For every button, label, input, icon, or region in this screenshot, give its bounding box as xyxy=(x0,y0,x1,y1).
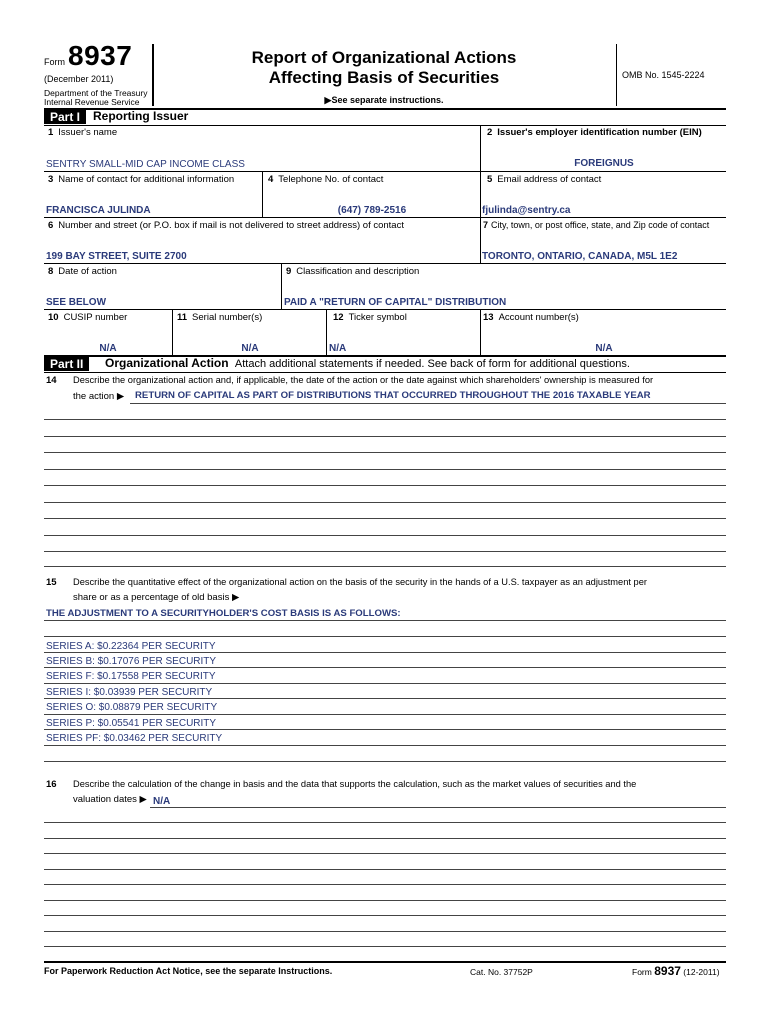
field-3-label xyxy=(48,174,234,185)
field-2-value[interactable]: FOREIGNUS xyxy=(574,158,634,169)
divider-r5a xyxy=(172,309,173,355)
field-4-value[interactable]: (647) 789-2516 xyxy=(337,205,407,216)
q15-num: 15 xyxy=(46,577,57,588)
field-9-value[interactable]: PAID A "RETURN OF CAPITAL" DISTRIBUTION xyxy=(284,297,507,308)
catalog-number: Cat. No. 37752P xyxy=(470,967,533,977)
header-divider-right xyxy=(616,44,617,106)
q15-series-a[interactable]: SERIES A: $0.22364 PER SECURITY xyxy=(46,641,216,652)
field-7-num: 7 xyxy=(483,220,489,230)
field-9-num: 9 xyxy=(286,266,292,277)
field-1-value[interactable]: SENTRY SMALL-MID CAP INCOME CLASS xyxy=(46,159,245,170)
field-7-value[interactable]: TORONTO, ONTARIO, CANADA, M5L 1E2 xyxy=(482,251,678,262)
q15-rule-9 xyxy=(44,761,726,762)
field-6-text: Number and street (or P.O. box if mail is not delivered to street address) of contact xyxy=(58,220,404,231)
field-4-text: Telephone No. of contact xyxy=(278,174,384,185)
field-3-num: 3 xyxy=(48,174,54,185)
field-3-text: Name of contact for additional information xyxy=(58,174,235,185)
q16-num: 16 xyxy=(46,779,57,790)
q14-rule-0 xyxy=(130,403,726,404)
field-2-text: Issuer's employer identification number (EIN) xyxy=(497,127,702,138)
q15-rule-1 xyxy=(44,636,726,637)
q15-rule-5 xyxy=(44,698,726,699)
divider-r5c xyxy=(480,309,481,355)
field-10-text: CUSIP number xyxy=(63,312,128,323)
q15-series-i[interactable]: SERIES I: $0.03939 PER SECURITY xyxy=(46,687,213,698)
divider-r5b xyxy=(326,309,327,355)
q14-rule-8 xyxy=(44,535,726,536)
part2-subtitle: Attach additional statements if needed. See back of form for additional questions. xyxy=(234,358,630,370)
field-6-value[interactable]: 199 BAY STREET, SUITE 2700 xyxy=(46,251,187,262)
q15-rule-2 xyxy=(44,652,726,653)
field-8-value[interactable]: SEE BELOW xyxy=(46,297,107,308)
part2-title-rule xyxy=(44,372,726,373)
field-4-label xyxy=(268,174,383,185)
field-12-num: 12 xyxy=(333,312,344,323)
q14-line-1: Describe the organizational action and, if applicable, the date of the action or the date against which shareholders' ownership is measured for xyxy=(73,375,654,385)
q16-answer[interactable]: N/A xyxy=(153,796,171,807)
field-1-text: Issuer's name xyxy=(58,127,118,138)
q15-line-2: share or as a percentage of old basis ▶ xyxy=(73,592,240,603)
field-5-text: Email address of contact xyxy=(497,174,602,185)
see-instructions xyxy=(152,95,616,106)
field-13-text: Account number(s) xyxy=(498,312,579,323)
part1-tag: Part I xyxy=(44,110,86,124)
field-1-num: 1 xyxy=(48,127,54,138)
field-13-num: 13 xyxy=(483,312,494,323)
field-1-label xyxy=(48,127,117,138)
field-6-label xyxy=(48,220,404,231)
q14-rule-9 xyxy=(44,551,726,552)
footer-form-word: Form xyxy=(632,967,652,977)
field-10-label xyxy=(48,312,127,323)
q15-rule-6 xyxy=(44,714,726,715)
q15-series-pf[interactable]: SERIES PF: $0.03462 PER SECURITY xyxy=(46,733,223,744)
q15-series-b[interactable]: SERIES B: $0.17076 PER SECURITY xyxy=(46,656,217,667)
q14-line-2: the action ▶ xyxy=(73,391,125,402)
field-9-label xyxy=(286,266,419,277)
footer-form-number: 8937 xyxy=(654,964,681,978)
q16-rule-7 xyxy=(44,915,726,916)
form-word: Form xyxy=(44,57,65,67)
q15-rule-4 xyxy=(44,683,726,684)
field-11-value[interactable]: N/A xyxy=(241,343,259,354)
form-title-line-2: Affecting Basis of Securities xyxy=(268,68,500,87)
q15-heading[interactable]: THE ADJUSTMENT TO A SECURITYHOLDER'S COST BASIS IS AS FOLLOWS: xyxy=(46,608,401,619)
field-9-text: Classification and description xyxy=(296,266,420,277)
field-13-label xyxy=(483,312,579,323)
q16-rule-9 xyxy=(44,946,726,947)
field-5-num: 5 xyxy=(487,174,493,185)
divider-r4 xyxy=(281,263,282,309)
field-12-label xyxy=(333,312,407,323)
form-number: 8937 xyxy=(68,40,133,71)
q15-rule-0 xyxy=(44,620,726,621)
field-5-value[interactable]: fjulinda@sentry.ca xyxy=(482,205,571,216)
q14-rule-10 xyxy=(44,566,726,567)
part1-title-rule xyxy=(44,125,726,126)
form-title-line-1: Report of Organizational Actions xyxy=(251,48,517,67)
q15-series-o[interactable]: SERIES O: $0.08879 PER SECURITY xyxy=(46,702,218,713)
field-12-value[interactable]: N/A xyxy=(329,343,347,354)
field-11-label xyxy=(177,312,262,323)
field-10-value[interactable]: N/A xyxy=(99,343,117,354)
q14-rule-4 xyxy=(44,469,726,470)
see-instructions-text: See separate instructions. xyxy=(331,95,444,105)
part2-title xyxy=(105,356,630,370)
divider-r2a xyxy=(262,171,263,217)
field-10-num: 10 xyxy=(48,312,59,323)
dept-line-1: Department of the Treasury xyxy=(44,88,148,98)
q14-rule-7 xyxy=(44,518,726,519)
divider-r2b xyxy=(480,171,481,217)
part2-tag: Part II xyxy=(44,357,89,371)
field-8-text: Date of action xyxy=(58,266,117,277)
q15-rule-8 xyxy=(44,745,726,746)
field-2-num: 2 xyxy=(487,127,493,138)
field-3-value[interactable]: FRANCISCA JULINDA xyxy=(46,205,151,216)
part2-title-text: Organizational Action xyxy=(105,356,229,370)
part1-title: Reporting Issuer xyxy=(93,109,189,123)
q14-answer[interactable]: RETURN OF CAPITAL AS PART OF DISTRIBUTIONS THAT OCCURRED THROUGHOUT THE 2016 TAXABLE YEAR xyxy=(135,390,651,401)
q14-rule-3 xyxy=(44,452,726,453)
q15-rule-3 xyxy=(44,667,726,668)
footer-form-id xyxy=(632,964,720,978)
q14-num: 14 xyxy=(46,375,57,386)
arrow-right-icon: ▶ xyxy=(324,95,332,105)
dept-line-2: Internal Revenue Service xyxy=(44,97,140,107)
footer-rule xyxy=(44,961,726,963)
q16-rule-6 xyxy=(44,900,726,901)
q15-rule-7 xyxy=(44,729,726,730)
q15-line-1: Describe the quantitative effect of the organizational action on the basis of the security in the hands of a U.S. taxpayer as an adjustment per xyxy=(73,577,647,587)
q16-rule-3 xyxy=(44,853,726,854)
q16-rule-1 xyxy=(44,822,726,823)
rule-r3 xyxy=(44,263,726,264)
field-11-text: Serial number(s) xyxy=(192,312,263,323)
q16-rule-4 xyxy=(44,869,726,870)
paperwork-notice: For Paperwork Reduction Act Notice, see the separate Instructions. xyxy=(44,966,333,976)
field-6-num: 6 xyxy=(48,220,54,231)
q14-rule-2 xyxy=(44,436,726,437)
divider-r3 xyxy=(480,217,481,263)
field-8-label xyxy=(48,266,117,277)
rule-r2 xyxy=(44,217,726,218)
form-revision: (December 2011) xyxy=(44,74,114,84)
q16-line-1: Describe the calculation of the change in basis and the data that supports the calculation, such as the market values of securities and the xyxy=(73,779,637,789)
q14-rule-6 xyxy=(44,502,726,503)
field-11-num: 11 xyxy=(177,312,188,323)
q14-rule-5 xyxy=(44,485,726,486)
field-13-value[interactable]: N/A xyxy=(595,343,613,354)
q14-rule-1 xyxy=(44,419,726,420)
field-2-label xyxy=(487,127,702,138)
field-7-text: City, town, or post office, state, and Zip code of contact xyxy=(491,220,710,230)
divider-r1 xyxy=(480,125,481,171)
field-12-text: Ticker symbol xyxy=(348,312,407,323)
q15-series-p[interactable]: SERIES P: $0.05541 PER SECURITY xyxy=(46,718,217,729)
field-8-num: 8 xyxy=(48,266,54,277)
q16-rule-5 xyxy=(44,884,726,885)
footer-form-rev: (12-2011) xyxy=(683,967,720,977)
q15-series-f[interactable]: SERIES F: $0.17558 PER SECURITY xyxy=(46,671,216,682)
rule-r1 xyxy=(44,171,726,172)
field-5-label xyxy=(487,174,601,185)
rule-r4 xyxy=(44,309,726,310)
omb-number: OMB No. 1545-2224 xyxy=(622,70,705,80)
q16-rule-8 xyxy=(44,931,726,932)
field-7-label xyxy=(483,220,709,230)
q16-rule-0 xyxy=(150,807,726,808)
q16-line-2: valuation dates ▶ xyxy=(73,794,147,805)
field-4-num: 4 xyxy=(268,174,274,185)
q16-rule-2 xyxy=(44,838,726,839)
